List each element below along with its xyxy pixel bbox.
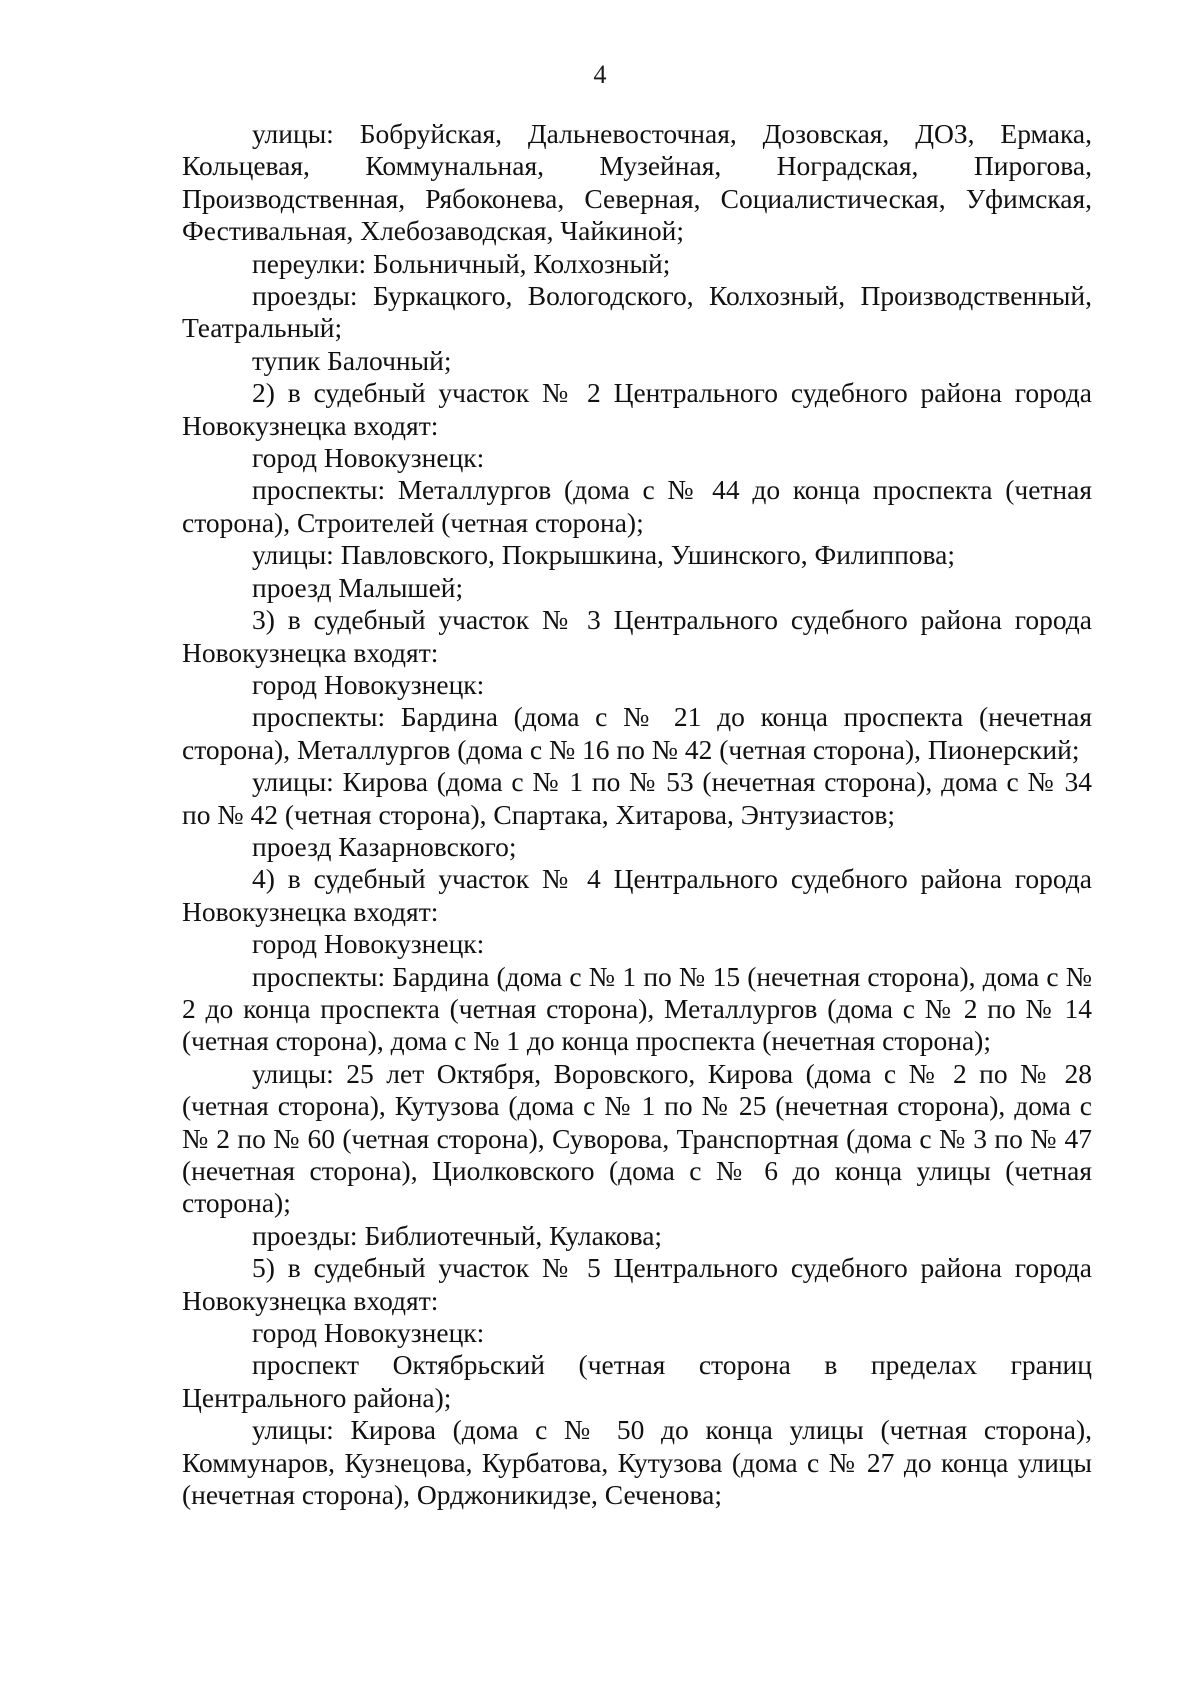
paragraph-drive-district-3: проезд Казарновского; (252, 830, 517, 862)
paragraph-city-district-3: город Новокузнецк: (252, 668, 485, 700)
paragraph-district-3-heading: 3) в судебный участок № 3 Центрального судебного района города Новокузнецка входят: (182, 604, 1092, 668)
paragraph-drive-district-2: проезд Малышей; (252, 571, 464, 603)
page-number: 4 (593, 60, 607, 89)
paragraph-district-2-heading: 2) в судебный участок № 2 Центрального судебного района города Новокузнецка входят: (182, 377, 1092, 441)
document-body (182, 118, 1092, 1511)
paragraph-streets-district-3: улицы: Кирова (дома с № 1 по № 53 (нечетная сторона), дома с № 34 по № 42 (четная сторона), Спартака, Хитарова, Энтузиастов; (182, 766, 1092, 830)
paragraph-avenue-district-5: проспект Октябрьский (четная сторона в пределах границ Центрального района); (182, 1349, 1092, 1413)
paragraph-city-district-4: город Новокузнецк: (252, 928, 485, 960)
paragraph-drives-district-1: проезды: Буркацкого, Вологодского, Колхозный, Производственный, Театральный; (182, 280, 1092, 344)
paragraph-avenues-district-2: проспекты: Металлургов (дома с № 44 до конца проспекта (четная сторона), Строителей (четная сторона); (182, 474, 1092, 538)
paragraph-district-4-heading: 4) в судебный участок № 4 Центрального судебного района города Новокузнецка входят: (182, 863, 1092, 927)
paragraph-lanes-district-1: переулки: Больничный, Колхозный; (252, 247, 671, 279)
paragraph-city-district-2: город Новокузнецк: (252, 442, 485, 474)
paragraph-streets-district-1: улицы: Бобруйская, Дальневосточная, Дозовская, ДОЗ, Ермака, Кольцевая, Коммунальная, Музейная, Ноградская, Пирогова, Производственная, Рябоконева, Северная, Социалистическая, Уфимская, Фестивальная, Хлебозаводская, Чайкиной; (182, 118, 1092, 247)
paragraph-avenues-district-3: проспекты: Бардина (дома с № 21 до конца проспекта (нечетная сторона), Металлургов (дома с № 16 по № 42 (четная сторона), Пионерский; (182, 701, 1092, 765)
paragraph-district-5-heading: 5) в судебный участок № 5 Центрального судебного района города Новокузнецка входят: (182, 1252, 1092, 1316)
paragraph-drives-district-4: проезды: Библиотечный, Кулакова; (252, 1219, 663, 1251)
paragraph-deadend-district-1: тупик Балочный; (252, 344, 452, 376)
paragraph-streets-district-5: улицы: Кирова (дома с № 50 до конца улицы (четная сторона), Коммунаров, Кузнецова, Курбатова, Кутузова (дома с № 27 до конца улицы (нечетная сторона), Орджоникидзе, Сеченова; (182, 1414, 1092, 1511)
paragraph-streets-district-2: улицы: Павловского, Покрышкина, Ушинского, Филиппова; (252, 539, 956, 571)
paragraph-streets-district-4: улицы: 25 лет Октября, Воровского, Кирова (дома с № 2 по № 28 (четная сторона), Кутузова (дома с № 1 по № 25 (нечетная сторона), дома с № 2 по № 60 (четная сторона), Суворова, Транспортная (дома с № 3 по № 47 (нечетная сторона), Циолковского (дома с № 6 до конца улицы (четная сторона); (182, 1057, 1092, 1219)
paragraph-city-district-5: город Новокузнецк: (252, 1317, 485, 1349)
paragraph-avenues-district-4: проспекты: Бардина (дома с № 1 по № 15 (нечетная сторона), дома с № 2 до конца проспекта (четная сторона), Металлургов (дома с № 2 по № 14 (четная сторона), дома с № 1 до конца проспекта (нечетная сторона); (182, 960, 1092, 1057)
